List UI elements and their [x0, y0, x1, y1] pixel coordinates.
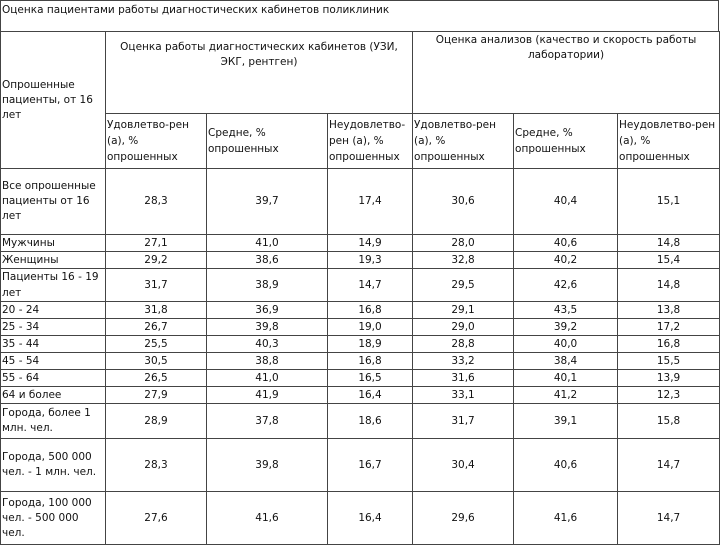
- table-cell: 14,7: [328, 269, 413, 302]
- table-cell: 18,9: [328, 336, 413, 353]
- table-cell: 42,6: [514, 269, 618, 302]
- table-cell: 28,3: [106, 439, 207, 492]
- row-label: 45 - 54: [1, 353, 106, 370]
- table-cell: 14,7: [618, 439, 720, 492]
- table-row: [1, 252, 720, 269]
- table-cell: 17,2: [618, 319, 720, 336]
- table-cell: 16,4: [328, 387, 413, 404]
- table-cell: 40,3: [207, 336, 328, 353]
- table-cell: 41,6: [207, 492, 328, 545]
- table-row: [1, 319, 720, 336]
- table-cell: 15,5: [618, 353, 720, 370]
- table-cell: 29,6: [413, 492, 514, 545]
- table-cell: 40,1: [514, 370, 618, 387]
- table-cell: 14,8: [618, 269, 720, 302]
- table-cell: 25,5: [106, 336, 207, 353]
- subheader-average: Средне, % опрошенных: [514, 114, 618, 169]
- table-cell: 15,8: [618, 404, 720, 439]
- table-cell: 40,2: [514, 252, 618, 269]
- table-cell: 33,2: [413, 353, 514, 370]
- table-cell: 19,0: [328, 319, 413, 336]
- table-row: [1, 404, 720, 439]
- table-cell: 38,4: [514, 353, 618, 370]
- table-cell: 16,7: [328, 439, 413, 492]
- row-label: Мужчины: [1, 235, 106, 252]
- table-cell: 31,6: [413, 370, 514, 387]
- row-label: 20 - 24: [1, 302, 106, 319]
- table-cell: 29,0: [413, 319, 514, 336]
- table-cell: 30,6: [413, 169, 514, 235]
- row-label-header: Опрошенные пациенты, от 16 лет: [1, 32, 106, 169]
- table-cell: 14,9: [328, 235, 413, 252]
- table-cell: 29,1: [413, 302, 514, 319]
- subheader-average: Средне, % опрошенных: [207, 114, 328, 169]
- subheader-unsatisfied: Неудовлетво-рен (а), % опрошенных: [328, 114, 413, 169]
- subheader-satisfied: Удовлетво-рен (а), % опрошенных: [413, 114, 514, 169]
- table-row: [1, 169, 720, 235]
- table-cell: 40,6: [514, 235, 618, 252]
- table-body: [1, 169, 720, 545]
- table-cell: 18,6: [328, 404, 413, 439]
- row-label: 64 и более: [1, 387, 106, 404]
- table-cell: 40,0: [514, 336, 618, 353]
- table-cell: 28,3: [106, 169, 207, 235]
- table-cell: 33,1: [413, 387, 514, 404]
- table-cell: 38,8: [207, 353, 328, 370]
- table-cell: 13,9: [618, 370, 720, 387]
- table-cell: 29,2: [106, 252, 207, 269]
- table-cell: 40,4: [514, 169, 618, 235]
- table-cell: 30,4: [413, 439, 514, 492]
- header-sub-row: [1, 114, 720, 169]
- row-label: 25 - 34: [1, 319, 106, 336]
- table-cell: 16,8: [328, 353, 413, 370]
- table-row: [1, 353, 720, 370]
- table-cell: 16,4: [328, 492, 413, 545]
- table-cell: 39,1: [514, 404, 618, 439]
- group-header-diagnostics: Оценка работы диагностических кабинетов (УЗИ, ЭКГ, рентген): [106, 32, 413, 114]
- table-cell: 40,6: [514, 439, 618, 492]
- table-row: [1, 439, 720, 492]
- table-cell: 32,8: [413, 252, 514, 269]
- subheader-unsatisfied: Неудовлетво-рен (а), % опрошенных: [618, 114, 720, 169]
- subheader-satisfied: Удовлетво-рен (а), % опрошенных: [106, 114, 207, 169]
- table-cell: 31,8: [106, 302, 207, 319]
- group-header-lab: Оценка анализов (качество и скорость работы лаборатории): [413, 32, 720, 114]
- table-cell: 36,9: [207, 302, 328, 319]
- table-cell: 27,1: [106, 235, 207, 252]
- row-label: Женщины: [1, 252, 106, 269]
- row-label: Города, 100 000 чел. - 500 000 чел.: [1, 492, 106, 545]
- header-group-row: [1, 32, 720, 114]
- table-cell: 38,9: [207, 269, 328, 302]
- table-cell: 27,9: [106, 387, 207, 404]
- table-cell: 41,9: [207, 387, 328, 404]
- row-label: Города, 500 000 чел. - 1 млн. чел.: [1, 439, 106, 492]
- table-cell: 39,8: [207, 319, 328, 336]
- table-cell: 41,0: [207, 235, 328, 252]
- row-label: Города, более 1 млн. чел.: [1, 404, 106, 439]
- table-cell: 41,0: [207, 370, 328, 387]
- table-row: [1, 269, 720, 302]
- table-cell: 12,3: [618, 387, 720, 404]
- row-label: 35 - 44: [1, 336, 106, 353]
- table-cell: 39,8: [207, 439, 328, 492]
- table-cell: 28,9: [106, 404, 207, 439]
- survey-table: [0, 31, 720, 545]
- table-cell: 39,2: [514, 319, 618, 336]
- table-cell: 29,5: [413, 269, 514, 302]
- table-cell: 26,5: [106, 370, 207, 387]
- table-cell: 30,5: [106, 353, 207, 370]
- table-row: [1, 492, 720, 545]
- table-cell: 15,4: [618, 252, 720, 269]
- table-row: [1, 387, 720, 404]
- table-cell: 14,7: [618, 492, 720, 545]
- table-cell: 13,8: [618, 302, 720, 319]
- table-cell: 16,8: [618, 336, 720, 353]
- table-cell: 27,6: [106, 492, 207, 545]
- table-row: [1, 336, 720, 353]
- row-label: 55 - 64: [1, 370, 106, 387]
- table-cell: 37,8: [207, 404, 328, 439]
- table-title: Оценка пациентами работы диагностических кабинетов поликлиник: [0, 0, 719, 31]
- table-cell: 41,2: [514, 387, 618, 404]
- row-label: Пациенты 16 - 19 лет: [1, 269, 106, 302]
- table-cell: 43,5: [514, 302, 618, 319]
- table-cell: 15,1: [618, 169, 720, 235]
- table-cell: 41,6: [514, 492, 618, 545]
- table-cell: 28,8: [413, 336, 514, 353]
- table-cell: 14,8: [618, 235, 720, 252]
- table-row: [1, 302, 720, 319]
- table-cell: 16,8: [328, 302, 413, 319]
- table-cell: 31,7: [106, 269, 207, 302]
- table-cell: 28,0: [413, 235, 514, 252]
- table-cell: 26,7: [106, 319, 207, 336]
- table-row: [1, 370, 720, 387]
- table-cell: 19,3: [328, 252, 413, 269]
- table-cell: 39,7: [207, 169, 328, 235]
- table-cell: 31,7: [413, 404, 514, 439]
- row-label: Все опрошенные пациенты от 16 лет: [1, 169, 106, 235]
- table-cell: 38,6: [207, 252, 328, 269]
- table-cell: 16,5: [328, 370, 413, 387]
- table-row: [1, 235, 720, 252]
- table-cell: 17,4: [328, 169, 413, 235]
